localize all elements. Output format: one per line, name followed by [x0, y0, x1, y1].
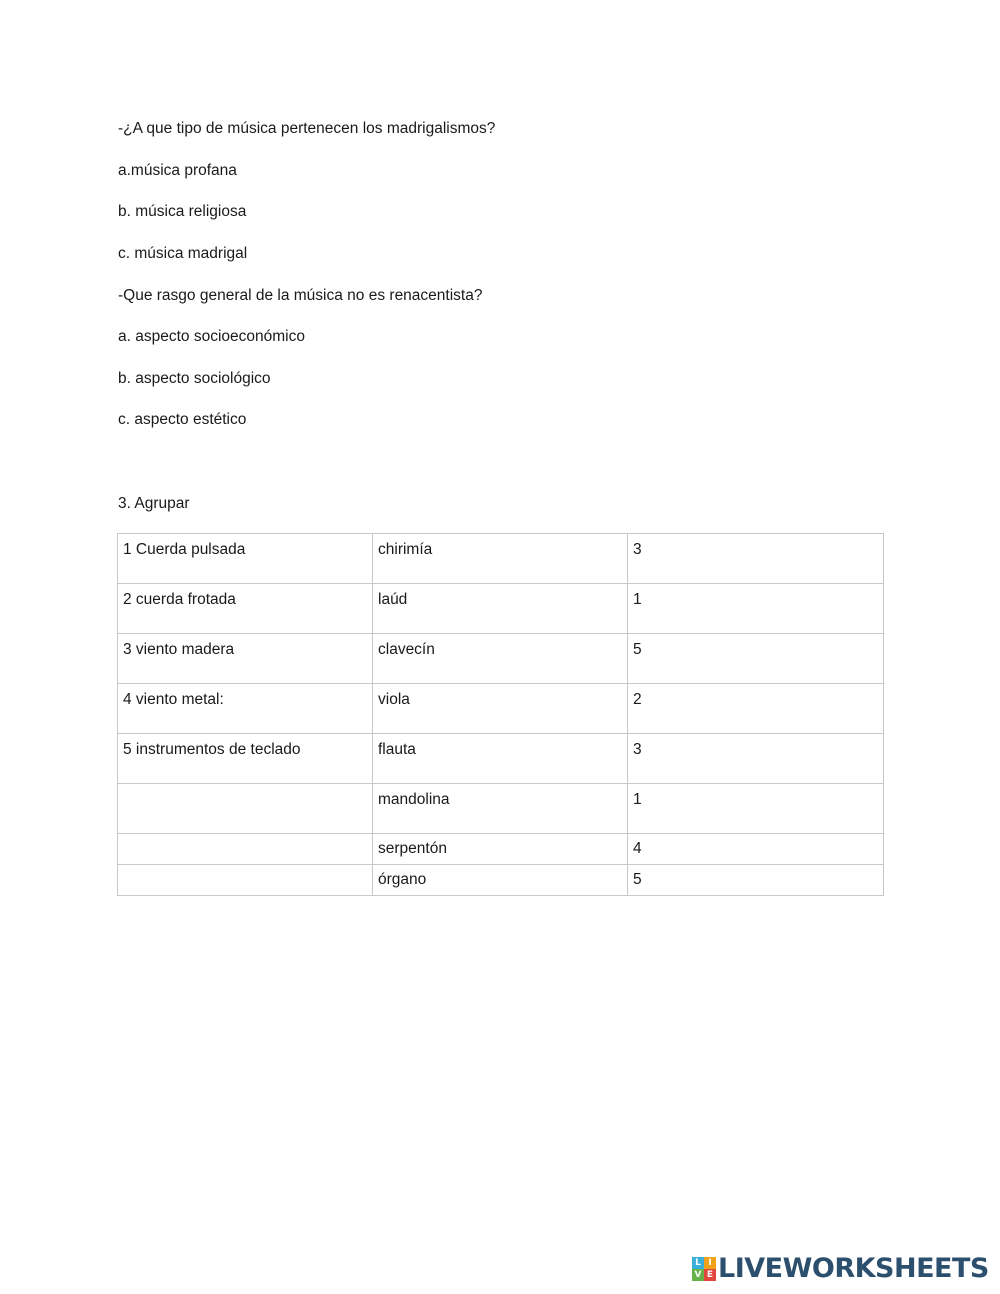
instrument-cell: chirimía	[373, 534, 628, 584]
table-row	[118, 734, 884, 784]
liveworksheets-logo[interactable]	[692, 1255, 989, 1283]
answer-cell: 3	[628, 734, 884, 784]
question-1-prompt: -¿A que tipo de música pertenecen los madrigalismos?	[118, 120, 496, 137]
section-3-title: 3. Agrupar	[118, 495, 190, 512]
table-row	[118, 784, 884, 834]
answer-cell: 2	[628, 684, 884, 734]
table-row	[118, 684, 884, 734]
instrument-cell: serpentón	[373, 834, 628, 865]
live-logo-icon	[692, 1257, 716, 1281]
instrument-cell: laúd	[373, 584, 628, 634]
instrument-cell: órgano	[373, 865, 628, 896]
question-1-option-c: c. música madrigal	[118, 245, 248, 262]
question-2-option-c: c. aspecto estético	[118, 411, 247, 428]
instrument-cell: viola	[373, 684, 628, 734]
logo-letter: E	[704, 1269, 716, 1281]
category-cell: 3 viento madera	[118, 634, 373, 684]
answer-cell: 3	[628, 534, 884, 584]
table-row	[118, 584, 884, 634]
instrument-cell: clavecín	[373, 634, 628, 684]
category-cell	[118, 784, 373, 834]
answer-cell: 1	[628, 584, 884, 634]
question-2-option-b: b. aspecto sociológico	[118, 370, 271, 387]
question-1-option-b: b. música religiosa	[118, 203, 247, 220]
logo-letter: I	[704, 1257, 716, 1269]
category-cell	[118, 834, 373, 865]
brand-name: LIVEWORKSHEETS	[718, 1253, 989, 1284]
category-cell: 4 viento metal:	[118, 684, 373, 734]
question-2-prompt: -Que rasgo general de la música no es renacentista?	[118, 287, 483, 304]
question-1-option-a: a.música profana	[118, 162, 237, 179]
instrument-cell: flauta	[373, 734, 628, 784]
table-row	[118, 534, 884, 584]
category-cell: 5 instrumentos de teclado	[118, 734, 373, 784]
logo-letter: V	[692, 1269, 704, 1281]
answer-cell: 1	[628, 784, 884, 834]
category-cell	[118, 865, 373, 896]
answer-cell: 5	[628, 865, 884, 896]
category-cell: 2 cuerda frotada	[118, 584, 373, 634]
table-row	[118, 834, 884, 865]
answer-cell: 4	[628, 834, 884, 865]
answer-cell: 5	[628, 634, 884, 684]
table-row	[118, 865, 884, 896]
grouping-table	[117, 533, 884, 896]
instrument-cell: mandolina	[373, 784, 628, 834]
category-cell: 1 Cuerda pulsada	[118, 534, 373, 584]
question-2-option-a: a. aspecto socioeconómico	[118, 328, 305, 345]
logo-letter: L	[692, 1257, 704, 1269]
table-row	[118, 634, 884, 684]
